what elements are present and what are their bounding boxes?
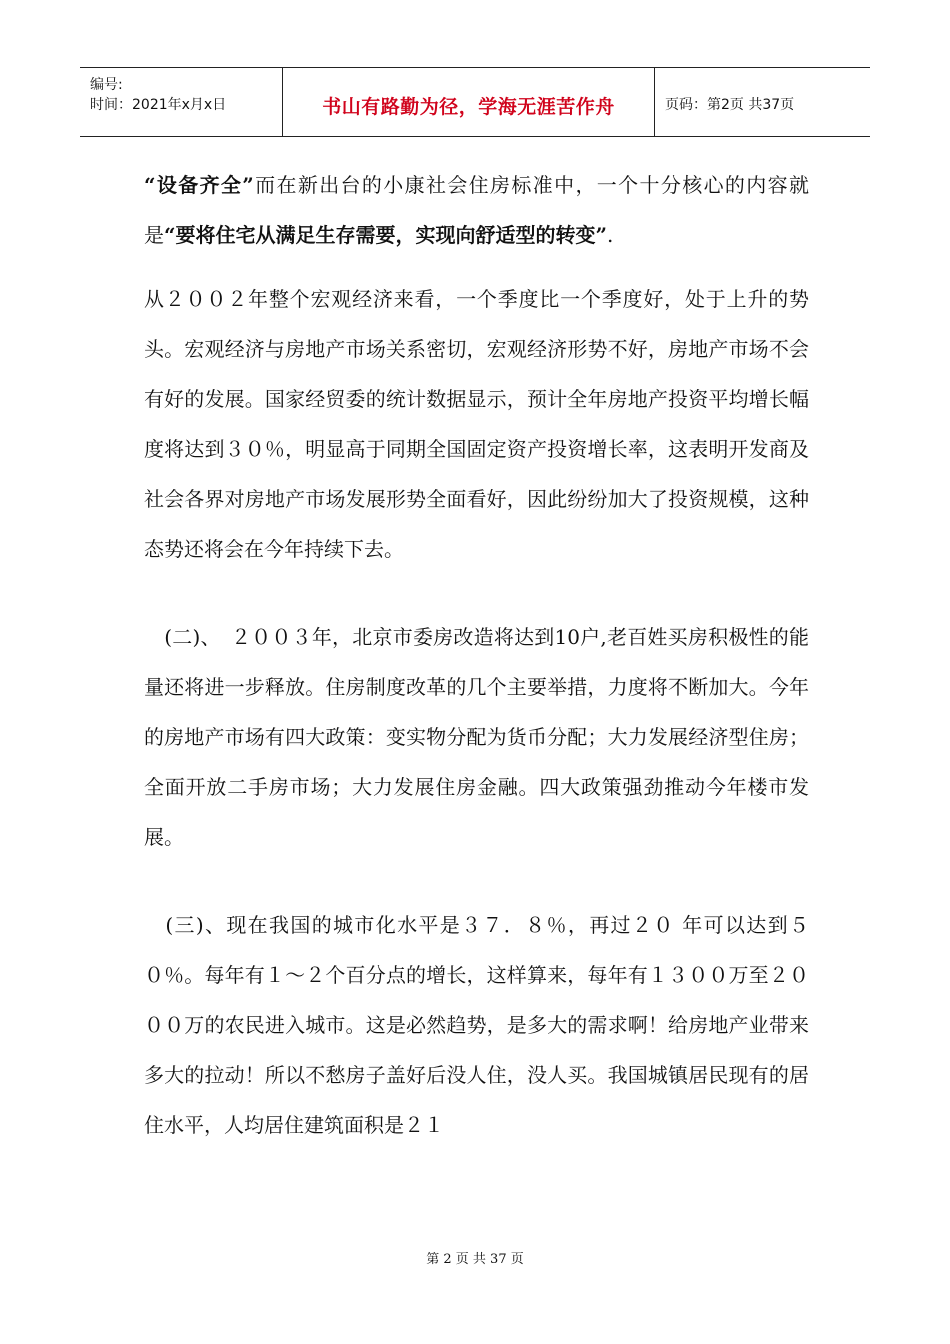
paragraph-section-three: (三)、现在我国的城市化水平是３７．８％，再过２０ 年可以达到５０％。每年有１～２个百分点的增长，这样算来，每年有１３００万至２０００万的农民进入城市。这是必然趋势，是多大的需求啊！给房地产业带来多大的拉动！所以不愁房子盖好后没人住，没人买。我国城镇居民现有的居住水平，人均居住建筑面积是２１	[144, 913, 809, 1137]
paragraph-housing-standard	[144, 160, 809, 260]
bold-phrase-comfort: “要将住宅从满足生存需要，实现向舒适型的转变”	[164, 223, 608, 247]
paragraph-section-two: (二)、 ２００３年，北京市委房改造将达到10户,老百姓买房积极性的能量还将进一步释放。住房制度改革的几个主要举措，力度将不断加大。今年的房地产市场有四大政策：变实物分配为货币分配；大力发展经济型住房；全面开放二手房市场；大力发展住房金融。四大政策强劲推动今年楼市发展。	[144, 625, 809, 849]
paragraph-text: 而在新出台的小康社会住房标准中，一个十分核心的内容就是	[144, 173, 809, 247]
page-header	[80, 67, 870, 137]
header-meta-cell	[80, 68, 283, 136]
page-footer: 第 2 页 共 37 页	[426, 1252, 524, 1267]
document-time-label: 时间：2021年x月x日	[90, 97, 227, 113]
paragraph-macro-economy: 从２００２年整个宏观经济来看，一个季度比一个季度好，处于上升的势头。宏观经济与房地产市场关系密切，宏观经济形势不好，房地产市场不会有好的发展。国家经贸委的统计数据显示，预计全年房地产投资平均增长幅度将达到３０％，明显高于同期全国固定资产投资增长率，这表明开发商及社会各界对房地产市场发展形势全面看好，因此纷纷加大了投资规模，这种态势还将会在今年持续下去。	[144, 287, 809, 561]
document-number-label: 编号:	[90, 77, 123, 93]
header-motto-cell	[283, 68, 655, 136]
header-page-cell	[655, 68, 870, 136]
header-page-info: 页码：第2页 共37页	[665, 97, 795, 113]
header-motto: 书山有路勤为径，学海无涯苦作舟	[322, 96, 615, 118]
document-body	[144, 160, 809, 1150]
bold-phrase-equipment: “设备齐全”	[144, 173, 254, 197]
paragraph-text-end: .	[607, 223, 614, 247]
